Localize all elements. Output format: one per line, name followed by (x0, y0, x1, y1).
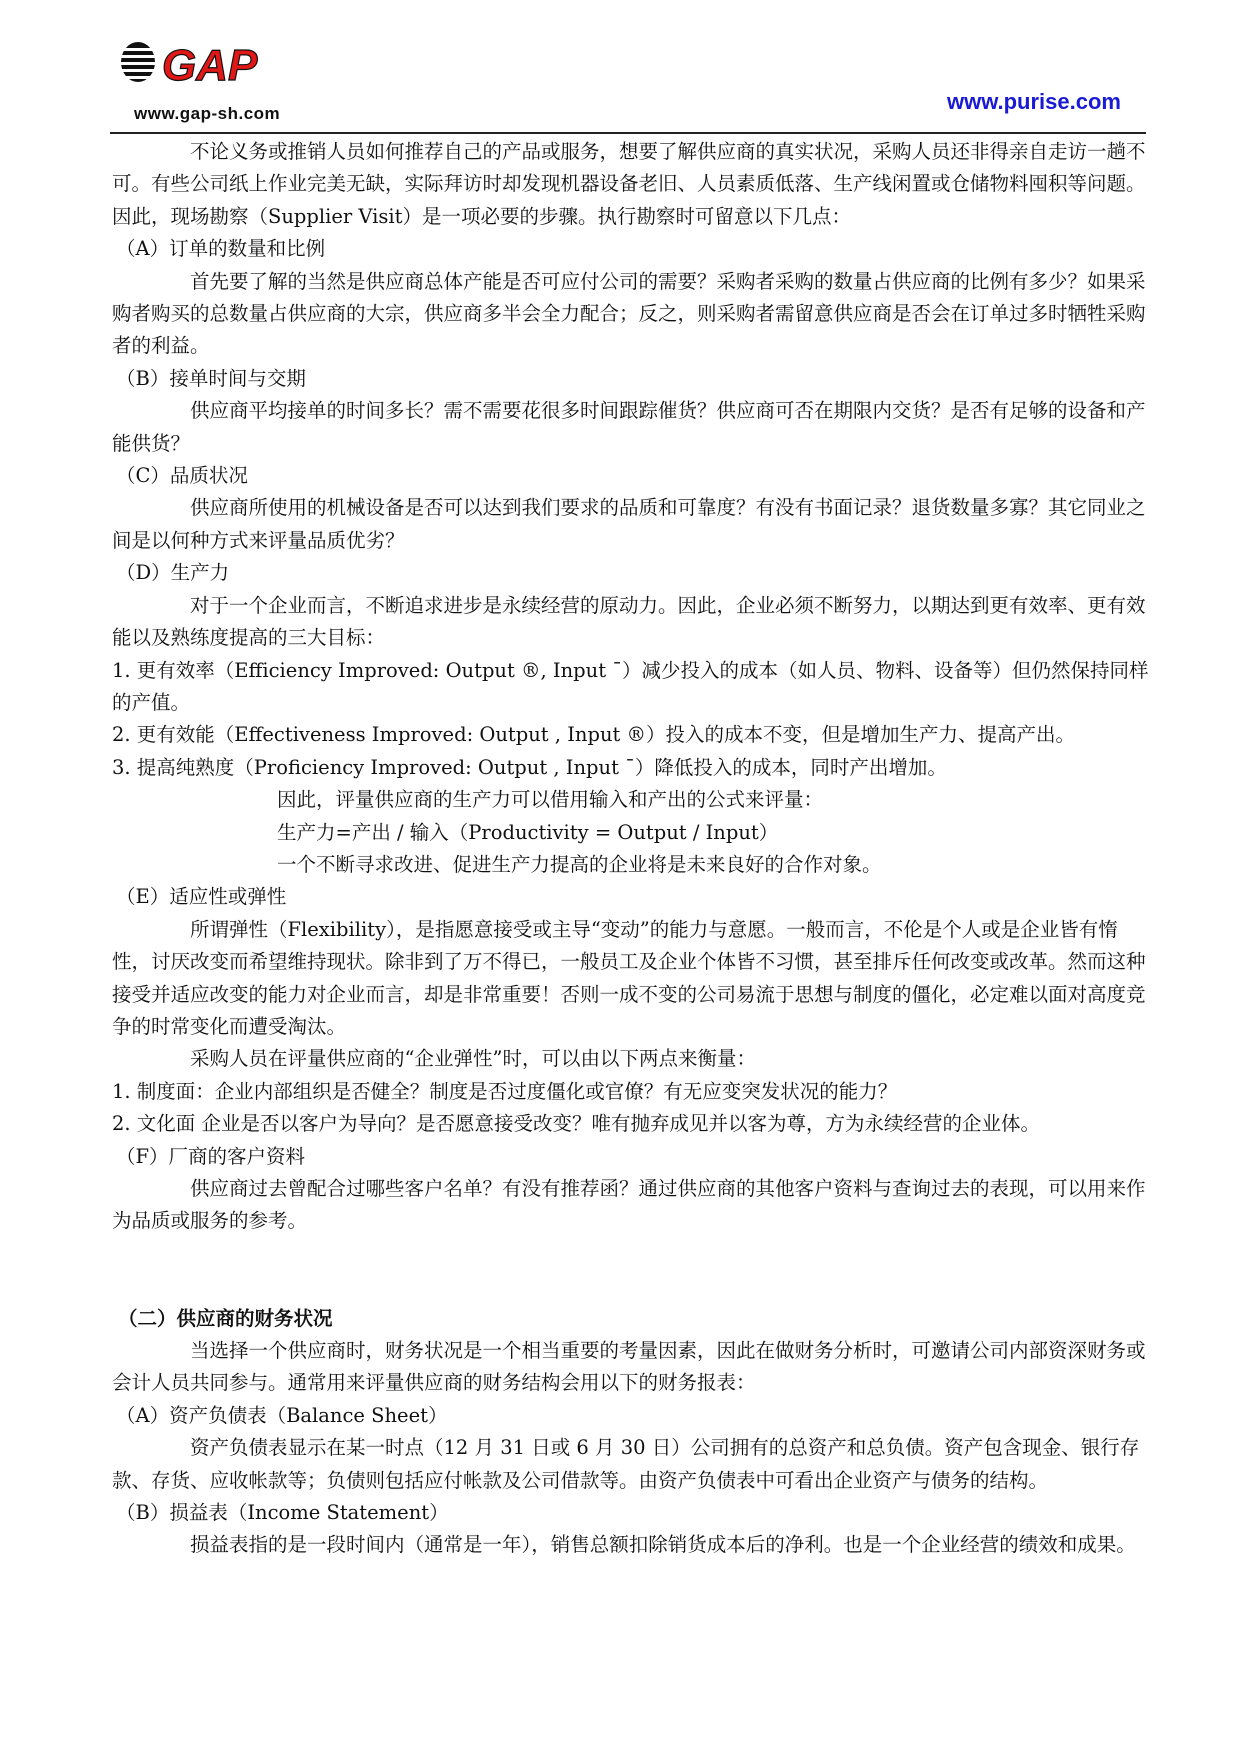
subsection-heading: （B）接单时间与交期 (116, 366, 306, 390)
paragraph: 对于一个企业而言，不断追求进步是永续经营的原动力。因此，企业必须不断努力，以期达到更有效率、更有效能以及熟练度提高的三大目标： (112, 593, 1146, 650)
page-header (0, 0, 1241, 135)
paragraph: 损益表指的是一段时间内（通常是一年），销售总额扣除销货成本后的净利。也是一个企业经营的绩效和成果。 (190, 1533, 1136, 1557)
site-url-link[interactable]: www.purise.com (946, 89, 1121, 114)
paragraph: 首先要了解的当然是供应商总体产能是否可应付公司的需要？采购者采购的数量占供应商的比例有多少？如果采购者购买的总数量占供应商的大宗，供应商多半会全力配合；反之，则采购者需留意供应商是否会在订单过多时牺牲采购者的利益。 (112, 269, 1146, 358)
paragraph: 所谓弹性（Flexibility），是指愿意接受或主导“变动”的能力与意愿。一般而言，不伦是个人或是企业皆有惰性，讨厌改变而希望维持现状。除非到了万不得已，一般员工及企业个体皆不习惯，甚至排斥任何改变或改革。然而这种接受并适应改变的能力对企业而言，却是非常重要！否则一成不变的公司易流于思想与制度的僵化，必定难以面对高度竞争的时常变化而遭受淘汰。 (112, 917, 1146, 1038)
subsection-heading: （A）订单的数量和比例 (116, 237, 326, 261)
paragraph: 当选择一个供应商时，财务状况是一个相当重要的考量因素，因此在做财务分析时，可邀请公司内部资深财务或会计人员共同参与。通常用来评量供应商的财务结构会用以下的财务报表： (112, 1339, 1146, 1395)
paragraph: 供应商所使用的机械设备是否可以达到我们要求的品质和可靠度？有没有书面记录？退货数量多寡？其它同业之间是以何种方式来评量品质优劣？ (112, 496, 1146, 552)
paragraph: 供应商平均接单的时间多长？需不需要花很多时间跟踪催货？供应商可否在期限内交货？是否有足够的设备和产能供货？ (112, 399, 1146, 455)
paragraph: 一个不断寻求改进、促进生产力提高的企业将是未来良好的合作对象。 (277, 852, 882, 876)
subsection-heading: （D）生产力 (116, 561, 230, 585)
paragraph: 资产负债表显示在某一时点（12 月 31 日或 6 月 30 日）公司拥有的总资产和总负债。资产包含现金、银行存款、存货、应收帐款等；负债则包括应付帐款及公司借款等。由资产负债表中可看出企业资产与债务的结构。 (112, 1436, 1140, 1492)
paragraph: 1. 制度面：企业内部组织是否健全？制度是否过度僵化或官僚？有无应变突发状况的能力？ (112, 1079, 898, 1103)
paragraph: 2. 文化面 企业是否以客户为导向？是否愿意接受改变？唯有抛弃成见并以客为尊，方为永续经营的企业体。 (112, 1112, 1041, 1136)
globe-icon (120, 42, 156, 82)
paragraph: 采购人员在评量供应商的“企业弹性”时，可以由以下两点来衡量： (190, 1047, 756, 1071)
header-divider (110, 132, 1146, 134)
document-body (112, 136, 1154, 1562)
paragraph: 不论义务或推销人员如何推荐自己的产品或服务，想要了解供应商的真实状况，采购人员还非得亲自走访一趟不可。有些公司纸上作业完美无缺，实际拜访时却发现机器设备老旧、人员素质低落、生产线闲置或仓储物料囤积等问题。因此，现场勘察（Supplier Visit）是一项必要的步骤。执行勘察时可留意以下几点： (112, 140, 1146, 228)
spacer (112, 1238, 1154, 1303)
subsection-heading: （A）资产负债表（Balance Sheet） (116, 1403, 448, 1427)
paragraph: 2. 更有效能（Effectiveness Improved: Output , Input ®）投入的成本不变，但是增加生产力、提高产出。 (112, 723, 1076, 747)
logo-wordmark: GAP (162, 41, 258, 90)
subsection-heading: （B）损益表（Income Statement） (116, 1501, 449, 1525)
subsection-heading: （E）适应性或弹性 (116, 885, 287, 909)
paragraph: 3. 提高纯熟度（Proficiency Improved: Output , Input ¯）降低投入的成本，同时产出增加。 (112, 755, 947, 779)
subsection-heading: （F）厂商的客户资料 (116, 1144, 306, 1168)
paragraph: 供应商过去曾配合过哪些客户名单？有没有推荐函？通过供应商的其他客户资料与查询过去的表现，可以用来作为品质或服务的参考。 (112, 1177, 1146, 1233)
paragraph: 1. 更有效率（Efficiency Improved: Output ®, Input ¯）减少投入的成本（如人员、物料、设备等）但仍然保持同样的产值。 (112, 658, 1149, 714)
logo-website-text: www.gap-sh.com (134, 104, 281, 123)
paragraph: 因此，评量供应商的生产力可以借用输入和产出的公式来评量： (277, 788, 824, 812)
subsection-heading: （C）品质状况 (116, 464, 248, 488)
section-heading: （二）供应商的财务状况 (118, 1306, 333, 1330)
paragraph: 生产力=产出 / 输入（Productivity = Output / Input） (277, 820, 779, 844)
